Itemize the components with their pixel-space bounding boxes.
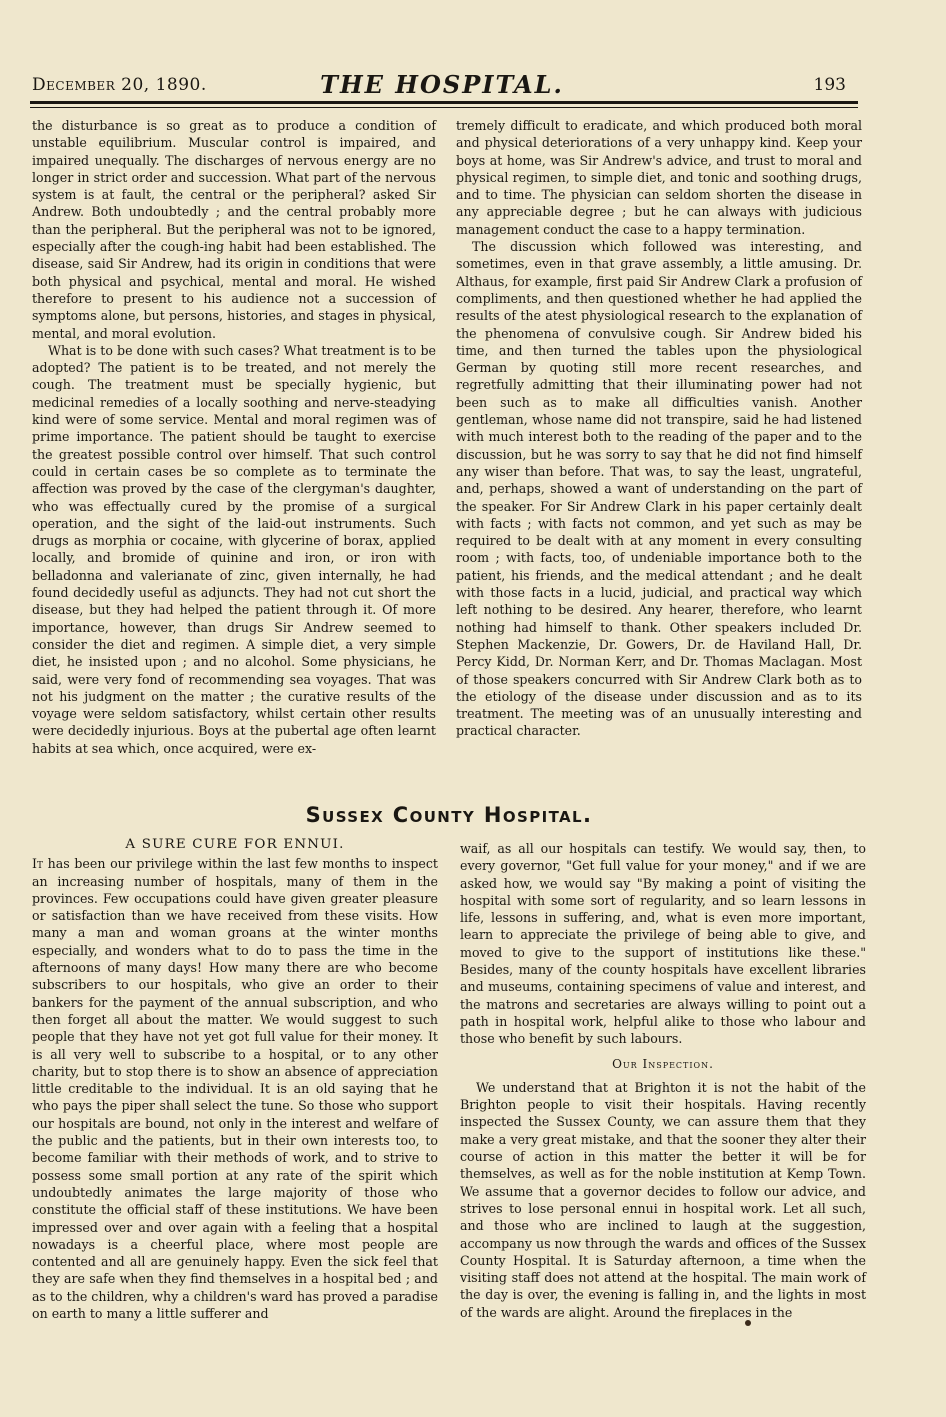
header-rule-thin bbox=[30, 107, 858, 108]
column-2 bbox=[456, 117, 862, 740]
column-3 bbox=[32, 836, 438, 1322]
section-title: Sussex County Hospital. bbox=[305, 803, 593, 827]
col1-paragraph-1: the disturbance is so great as to produce a condition of unstable equilibrium. Muscular control is impaired, and impaired unequally. The discharges of nervous energy are no longer in strict order and succession. What part of the nervous system is at fault, the central or the peripheral? asked Sir Andrew. Both undoubtedly ; and the central probably more than the peripheral. But the peripheral was not to be ignored, especially after the cough-ing habit had been established. The disease, said Sir Andrew, had its origin in conditions that were both physical and psychical, mental and moral. He wished therefore to present to his audience not a succession of symptoms alone, but persons, histories, and stages in physical, mental, and moral evolution. bbox=[32, 118, 436, 341]
col2-paragraph-2: The discussion which followed was interesting, and sometimes, even in that grave assembly, a little amusing. Dr. Althaus, for example, first paid Sir Andrew Clark a profusion of compliments, and then questioned whether he had applied the results of the atest physiological research to the explanation of the phenomena of convulsive cough. Sir Andrew bided his time, and then turned the tables upon the physiological German by quoting still more recent researches, and regretfully admitting that their illuminating power had not been such as to make all difficulties vanish. Another gentleman, whose name did not transpire, said he had listened with much interest both to the reading of the paper and to the discussion, but he was sorry to say that he did not find himself any wiser than before. That was, to say the least, ungrateful, and, perhaps, showed a want of understanding on the part of the speaker. For Sir Andrew Clark in his paper certainly dealt with facts ; with facts not common, and yet such as may be required to be dealt with at any moment in every consulting room ; with facts, too, of undeniable importance both to the patient, his friends, and the medical attendant ; and he dealt with those facts in a lucid, judicial, and practical way which left nothing to be desired. Any hearer, therefore, who learnt nothing had himself to thank. Other speakers included Dr. Stephen Mackenzie, Dr. Gowers, Dr. de Haviland Hall, Dr. Percy Kidd, Dr. Norman Kerr, and Dr. Thomas Maclagan. Most of those speakers concurred with Sir Andrew Clark both as to the etiology of the disease under discussion and as to its treatment. The meeting was of an unusually interesting and practical character. bbox=[456, 239, 862, 739]
col3-paragraph-1: has been our privilege within the last few months to inspect an increasing number of hospitals, many of them in the provinces. Few occupations could have given greater pleasure or satisfaction than we have received from these visits. How many a man and woman groans at the winter months especially, and wonders what to do to pass the time in the afternoons of many days! How many there are who become subscribers to our hospitals, who give an order to their bankers for the payment of the annual subscription, and who then forget all about the matter. We would suggest to such people that they have not yet got full value for their money. It is all very well to subscribe to a hospital, or to any other charity, but to stop there is to show an absence of appreciation little creditable to the individual. It is an old saying that he who pays the piper shall select the tune. So those who support our hospitals are bound, not only in the interest and welfare of the public and the patients, but in their own interests too, to become familiar with their methods of work, and to strive to possess some small portion at any rate of the spirit which undoubtedly animates the large majority of those who constitute the official staff of these institutions. We have been impressed over and over again with a feeling that a hospital nowadays is a cheerful place, where most people are contented and all are genuinely happy. Even the sick feel that they are safe when they find themselves in a hospital bed ; and as to the children, why a children's ward has proved a paradise on earth to many a little sufferer and bbox=[32, 856, 438, 1322]
column-4 bbox=[460, 840, 866, 1321]
col4-paragraph-2: We understand that at Brighton it is not the habit of the Brighton people to visit their hospitals. Having recently inspected the Sussex County, we can assure them that they make a very great mistake, and that the sooner they alter their course of action in this matter the better it will be for themselves, as well as for the noble institution at Kemp Town. We assume that a governor decides to follow our advice, and strives to lose personal ennui in hospital work. Let all such, and those who are inclined to laugh at the suggestion, accompany us now through the wards and offices of the Sussex County Hospital. It is Saturday afternoon, a time when the visiting staff does not attend at the hospital. The main work of the day is over, the evening is falling in, and the lights in most of the wards are alight. Around the fireplaces in the bbox=[460, 1079, 866, 1320]
opening-word: It bbox=[32, 856, 43, 872]
ink-spot bbox=[745, 1320, 751, 1326]
column-1 bbox=[32, 117, 436, 757]
col4-paragraph-1: waif, as all our hospitals can testify. We would say, then, to every governor, "Get full value for your money," and if we are asked how, we would say "By making a point of visiting the hospital with some sort of regularity, and so learn lessons in life, lessons in suffering, and, what is even more important, learn to appreciate the privilege of being able to give, and moved to give to the support of institutions like these." Besides, many of the county hospitals have excellent libraries and museums, containing specimens of value and interest, and the matrons and secretaries are always willing to point out a path in hospital work, helpful alike to those who labour and those who benefit by such labours. bbox=[460, 841, 866, 1047]
inspection-subheading: Our Inspection. bbox=[612, 1056, 714, 1071]
article-subtitle: A SURE CURE FOR ENNUI. bbox=[125, 837, 345, 852]
col2-paragraph-1: tremely difficult to eradicate, and which produced both moral and physical deteriorations of a very unhappy kind. Keep your boys at home, was Sir Andrew's advice, and trust to moral and physical regimen, to simple diet, and tonic and soothing drugs, and to time. The physician can seldom shorten the disease in any appreciable degree ; but he can always with judicious management conduct the case to a happy termination. bbox=[456, 118, 862, 237]
header-rule-thick bbox=[30, 101, 858, 104]
header-date: December 20, 1890. bbox=[32, 75, 207, 95]
page-number: 193 bbox=[813, 75, 846, 95]
header-title: THE HOSPITAL. bbox=[320, 70, 564, 99]
page-header bbox=[32, 70, 852, 100]
col1-paragraph-2: What is to be done with such cases? What treatment is to be adopted? The patient is to be treated, and not merely the cough. The treatment must be specially hygienic, but medicinal remedies of a locally soothing and nerve-steadying kind were of some service. Mental and moral regimen was of prime importance. The patient should be taught to exercise the greatest possible control over himself. That such control could in certain cases be so complete as to terminate the affection was proved by the case of the clergyman's daughter, who was effectually cured by the promise of a surgical operation, and the sight of the laid-out instruments. Such drugs as morphia or cocaine, with glycerine of borax, applied locally, and bromide of quinine and iron, or iron with belladonna and valerianate of zinc, given internally, he had found decidedly useful as adjuncts. They had not cut short the disease, but they had helped the patient through it. Of more importance, however, than drugs Sir Andrew seemed to consider the diet and regimen. A simple diet, a very simple diet, he insisted upon ; and no alcohol. Some physicians, he said, were very fond of recommending sea voyages. That was not his judgment on the matter ; the curative results of the voyage were seldom satisfactory, whilst certain other results were decidedly injurious. Boys at the pubertal age often learnt habits at sea which, once acquired, were ex- bbox=[32, 342, 436, 756]
